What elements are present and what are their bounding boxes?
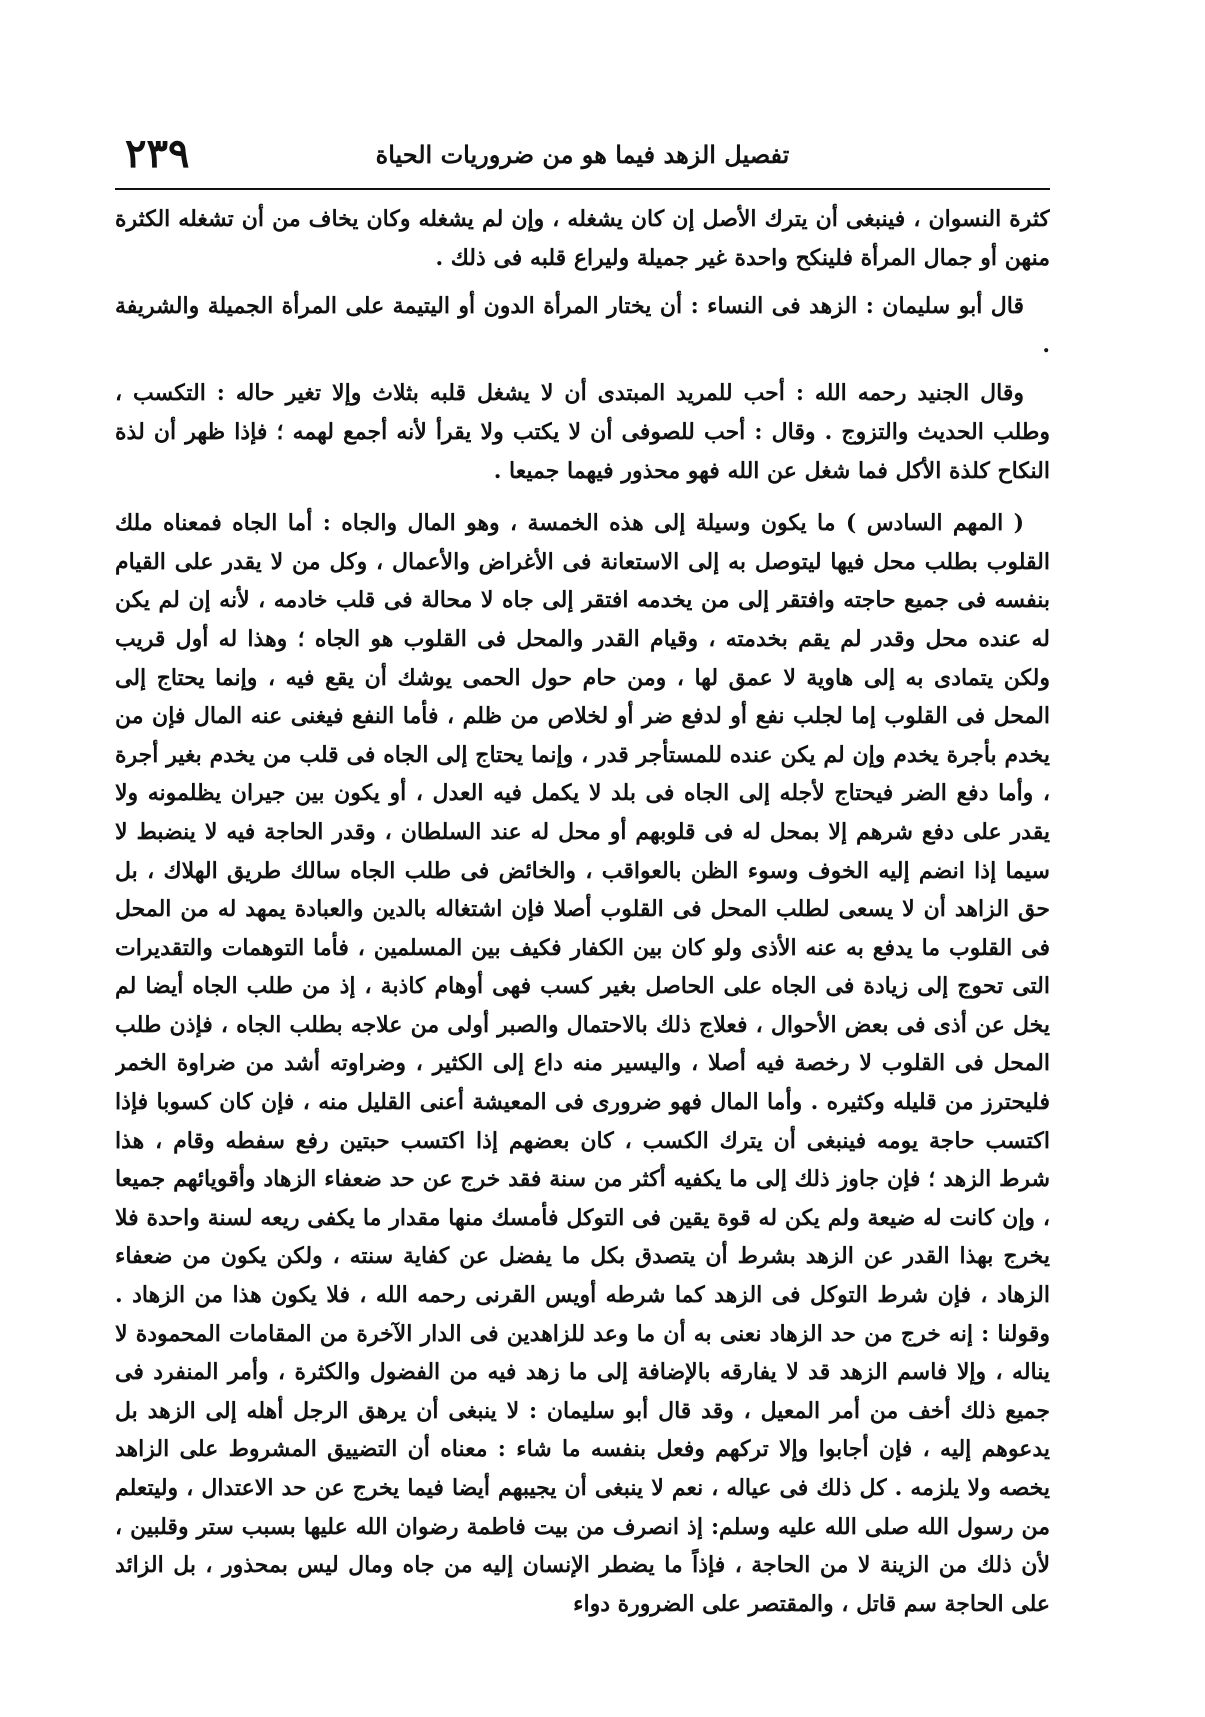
book-page <box>115 130 1050 1690</box>
paragraph-3: وقال الجنيد رحمه الله : أحب للمريد المبتدى أن لا يشغل قلبه بثلاث وإلا تغير حاله : التكسب ، وطلب الحديث والتزوج . وقال : أحب للصوفى أن لا يكتب ولا يقرأ لأنه أجمع لهمه ؛ فإذا ظهر أن لذة النكاح كلذة الأكل فما شغل عن الله فهو محذور فيهما جميعا . <box>115 380 1050 484</box>
paragraph-2: قال أبو سليمان : الزهد فى النساء : أن يختار المرأة الدون أو اليتيمة على المرأة الجميلة والشريفة . <box>115 293 1050 358</box>
page-body <box>115 200 1050 1623</box>
paragraph-4: ( المهم السادس ) ما يكون وسيلة إلى هذه الخمسة ، وهو المال والجاه : أما الجاه فمعناه ملك القلوب بطلب محل فيها ليتوصل به إلى الاستعانة فى الأغراض والأعمال ، وكل من لا يقدر على القيام بنفسه فى جميع حاجته وافتقر إلى من يخدمه افتقر إلى جاه لا محالة فى قلب خادمه ، لأنه إن لم يكن له عنده محل وقدر لم يقم بخدمته ، وقيام القدر والمحل فى القلوب هو الجاه ؛ وهذا له أول قريب ولكن يتمادى به إلى هاوية لا عمق لها ، ومن حام حول الحمى يوشك أن يقع فيه ، وإنما يحتاج إلى المحل فى القلوب إما لجلب نفع أو لدفع ضر أو لخلاص من ظلم ، فأما النفع فيغنى عنه المال فإن من يخدم بأجرة يخدم وإن لم يكن عنده للمستأجر قدر ، وإنما يحتاج إلى الجاه فى قلب من يخدم بغير أجرة ، وأما دفع الضر فيحتاج لأجله إلى الجاه فى بلد لا يكمل فيه العدل ، أو يكون بين جيران يظلمونه ولا يقدر على دفع شرهم إلا بمحل له فى قلوبهم أو محل له عند السلطان ، وقدر الحاجة فيه لا ينضبط لا سيما إذا انضم إليه الخوف وسوء الظن بالعواقب ، والخائض فى طلب الجاه سالك طريق الهلاك ، بل حق الزاهد أن لا يسعى لطلب المحل فى القلوب أصلا فإن اشتغاله بالدين والعبادة يمهد له من المحل فى القلوب ما يدفع به عنه الأذى ولو كان بين الكفار فكيف بين المسلمين ، فأما التوهمات والتقديرات التى تحوج إلى زيادة فى الجاه على الحاصل بغير كسب فهى أوهام كاذبة ، إذ من طلب الجاه أيضا لم يخل عن أذى فى بعض الأحوال ، فعلاج ذلك بالاحتمال والصبر أولى من علاجه بطلب الجاه ، فإذن طلب المحل فى القلوب لا رخصة فيه أصلا ، واليسير منه داع إلى الكثير ، وضراوته أشد من ضراوة الخمر فليحترز من قليله وكثيره . وأما المال فهو ضرورى فى المعيشة أعنى القليل منه ، فإن كان كسوبا فإذا اكتسب حاجة يومه فينبغى أن يترك الكسب ، كان بعضهم إذا اكتسب حبتين رفع سفطه وقام ، هذا شرط الزهد ؛ فإن جاوز ذلك إلى ما يكفيه أكثر من سنة فقد خرج عن حد ضعفاء الزهاد وأقويائهم جميعا ، وإن كانت له ضيعة ولم يكن له قوة يقين فى التوكل فأمسك منها مقدار ما يكفى ريعه لسنة واحدة فلا يخرج بهذا القدر عن الزهد بشرط أن يتصدق بكل ما يفضل عن كفاية سنته ، ولكن يكون من ضعفاء الزهاد ، فإن شرط التوكل فى الزهد كما شرطه أويس القرنى رحمه الله ، فلا يكون هذا من الزهاد . وقولنا : إنه خرج من حد الزهاد نعنى به أن ما وعد للزاهدين فى الدار الآخرة من المقامات المحمودة لا يناله ، وإلا فاسم الزهد قد لا يفارقه بالإضافة إلى ما زهد فيه من الفضول والكثرة ، وأمر المنفرد فى جميع ذلك أخف من أمر المعيل ، وقد قال أبو سليمان : لا ينبغى أن يرهق الرجل أهله إلى الزهد بل يدعوهم إليه ، فإن أجابوا وإلا تركهم وفعل بنفسه ما شاء : معناه أن التضييق المشروط على الزاهد يخصه ولا يلزمه . كل ذلك فى عياله ، نعم لا ينبغى أن يجيبهم أيضا فيما يخرج عن حد الاعتدال ، وليتعلم من رسول الله صلى الله عليه وسلم: إذ انصرف من بيت فاطمة رضوان الله عليها بسبب ستر وقلبين ، لأن ذلك من الزينة لا من الحاجة ، فإذاً ما يضطر الإنسان إليه من جاه ومال ليس بمحذور ، بل الزائد على الحاجة سم قاتل ، والمقتصر على الضرورة دواء <box>115 510 1050 1617</box>
page-header <box>115 130 1050 184</box>
running-title: تفصيل الزهد فيما هو من ضروريات الحياة <box>375 140 790 169</box>
header-rule <box>115 188 1050 190</box>
section-gap <box>115 490 1050 504</box>
page-number: ٢٣٩ <box>125 130 190 177</box>
paragraph-1: كثرة النسوان ، فينبغى أن يترك الأصل إن كان يشغله ، وإن لم يشغله وكان يخاف من أن تشغله الكثرة منهن أو جمال المرأة فلينكح واحدة غير جميلة وليراع قلبه فى ذلك . <box>115 206 1050 271</box>
